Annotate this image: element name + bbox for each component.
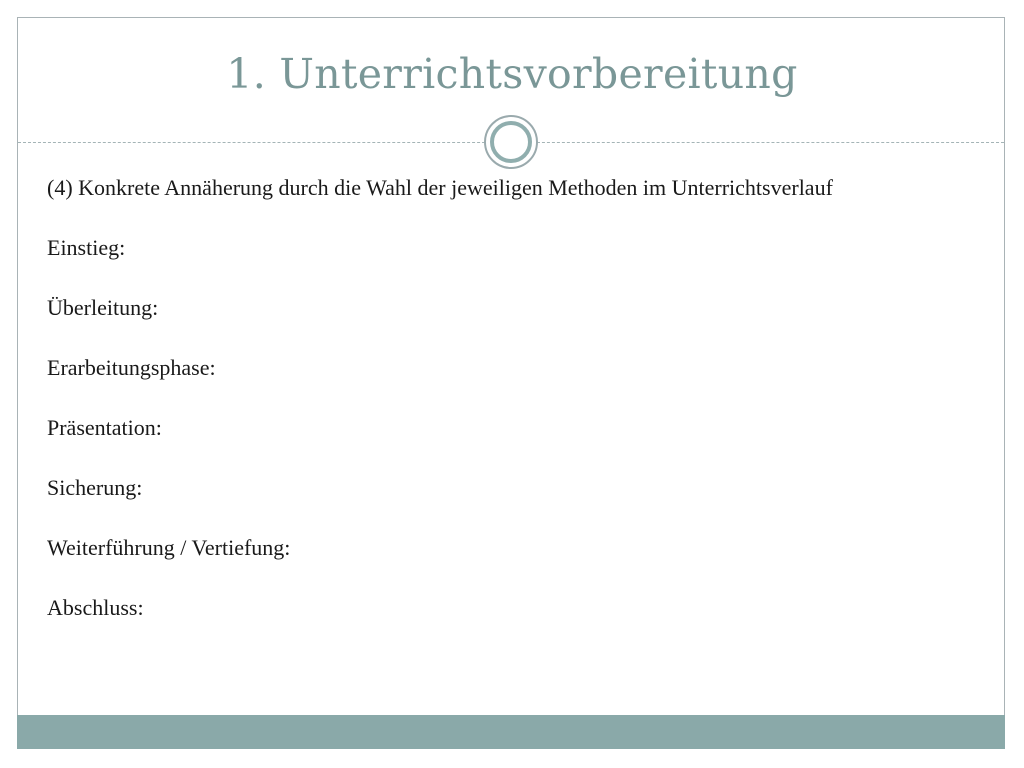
phase-praesentation: Präsentation:: [47, 415, 162, 440]
intro-text: (4) Konkrete Annäherung durch die Wahl der jeweiligen Methoden im Unterrichtsverlauf: [47, 175, 833, 200]
slide-body: [47, 173, 977, 653]
slide-title: 1. Unterrichtsvorbereitung: [226, 50, 798, 98]
circle-ornament-inner: [490, 121, 532, 163]
footer-bar: [17, 715, 1005, 749]
phase-abschluss: Abschluss:: [47, 595, 144, 620]
phase-ueberleitung: Überleitung:: [47, 295, 159, 320]
phase-weiterfuehrung: Weiterführung / Vertiefung:: [47, 535, 291, 560]
phase-erarbeitungsphase: Erarbeitungsphase:: [47, 355, 216, 380]
phase-sicherung: Sicherung:: [47, 475, 143, 500]
circle-ornament-icon: [484, 115, 538, 169]
phase-einstieg: Einstieg:: [47, 235, 126, 260]
